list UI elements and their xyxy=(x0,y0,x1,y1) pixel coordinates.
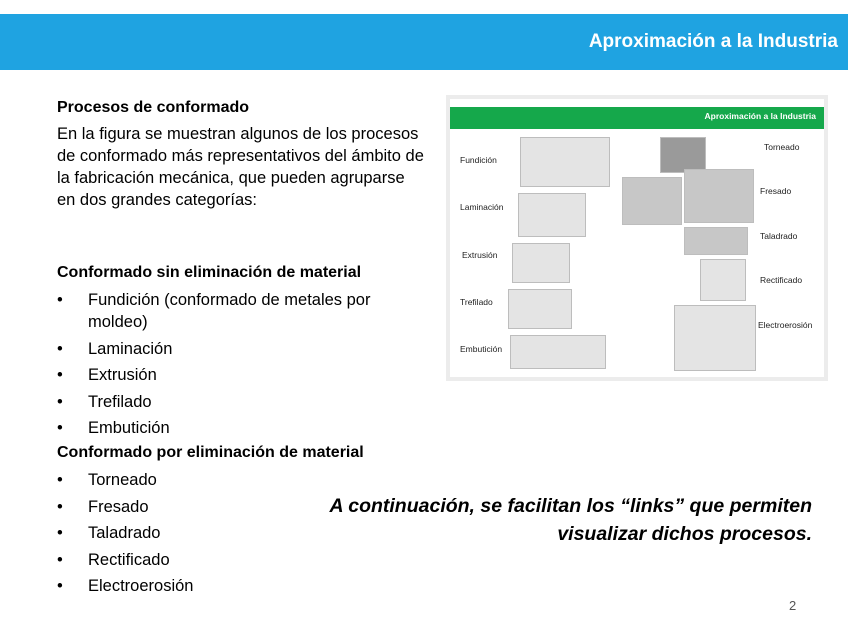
section-intro: En la figura se muestran algunos de los procesos de conformado más representativos del ámbito de la fabricación mecánica, que pueden agruparse en dos grandes categorías: xyxy=(57,125,424,209)
list-item-label: Fresado xyxy=(88,497,149,516)
bullet-icon: • xyxy=(57,471,63,489)
category2-title: Conformado por eliminación de material xyxy=(57,444,364,461)
figure-label-extrusion: Extrusión xyxy=(462,250,498,260)
list-item xyxy=(57,338,428,360)
list-item-label: Torneado xyxy=(88,471,157,489)
list-item-label: Electroerosión xyxy=(88,577,194,595)
figure-panel xyxy=(450,99,824,377)
drawing-illustration xyxy=(508,289,572,329)
bullet-icon: • xyxy=(57,392,63,411)
list-item-label: Rectificado xyxy=(88,550,170,569)
list-item xyxy=(57,469,428,491)
drilling-illustration xyxy=(684,227,748,255)
callout-line-2: visualizar dichos procesos. xyxy=(557,523,812,545)
category1-title: Conformado sin eliminación de material xyxy=(57,264,362,281)
figure-title-bar xyxy=(450,107,824,129)
callout-line-1: A continuación, se facilitan los “links” que permiten xyxy=(329,495,812,517)
section-title: Procesos de conformado xyxy=(57,99,250,116)
figure-label-rectificado: Rectificado xyxy=(760,275,803,285)
figure-title: Aproximación a la Industria xyxy=(704,111,816,121)
figure-label-trefilado: Trefilado xyxy=(460,297,493,307)
bullet-icon: • xyxy=(57,550,63,569)
grinding-illustration xyxy=(700,259,746,301)
figure-label-electroerosion: Electroerosión xyxy=(758,320,813,330)
list-item xyxy=(57,575,428,597)
header-title: Aproximación a la Industria xyxy=(588,31,838,52)
figure-label-taladrado: Taladrado xyxy=(760,231,798,241)
list-item-label: Laminación xyxy=(88,339,173,358)
extrusion-illustration xyxy=(512,243,570,283)
list-item xyxy=(57,289,428,333)
list-item xyxy=(57,417,428,439)
header-bar xyxy=(0,14,848,70)
list-item xyxy=(57,364,428,386)
list-item xyxy=(57,391,428,413)
bullet-icon: • xyxy=(57,291,63,309)
milling-cutter-illustration xyxy=(622,177,682,225)
list-item-label: Trefilado xyxy=(88,392,152,411)
bullet-icon: • xyxy=(57,497,63,516)
bullet-icon: • xyxy=(57,419,63,437)
deep-drawing-illustration xyxy=(510,335,606,369)
processes-figure xyxy=(446,95,828,381)
edm-illustration xyxy=(674,305,756,371)
bullet-icon: • xyxy=(57,524,63,542)
figure-label-fundicion: Fundición xyxy=(460,155,497,165)
list-item-label: Embutición xyxy=(88,419,170,437)
bullet-icon: • xyxy=(57,577,63,595)
rolling-illustration xyxy=(518,193,586,237)
category1-list xyxy=(57,289,428,444)
figure-label-fresado: Fresado xyxy=(760,186,792,196)
links-callout xyxy=(300,492,812,548)
page-number: 2 xyxy=(789,598,797,613)
figure-label-laminacion: Laminación xyxy=(460,202,504,212)
milling-illustration xyxy=(684,169,754,223)
bullet-icon: • xyxy=(57,339,63,358)
list-item xyxy=(57,549,428,571)
figure-label-torneado: Torneado xyxy=(764,142,800,152)
figure-label-embuticion: Embutición xyxy=(460,344,503,354)
list-item-label: Fundición (conformado de metales por moldeo) xyxy=(88,291,371,331)
bullet-icon: • xyxy=(57,366,63,384)
list-item-label: Extrusión xyxy=(88,366,157,384)
casting-illustration xyxy=(520,137,610,187)
list-item-label: Taladrado xyxy=(88,524,161,542)
turning-illustration xyxy=(660,137,706,173)
